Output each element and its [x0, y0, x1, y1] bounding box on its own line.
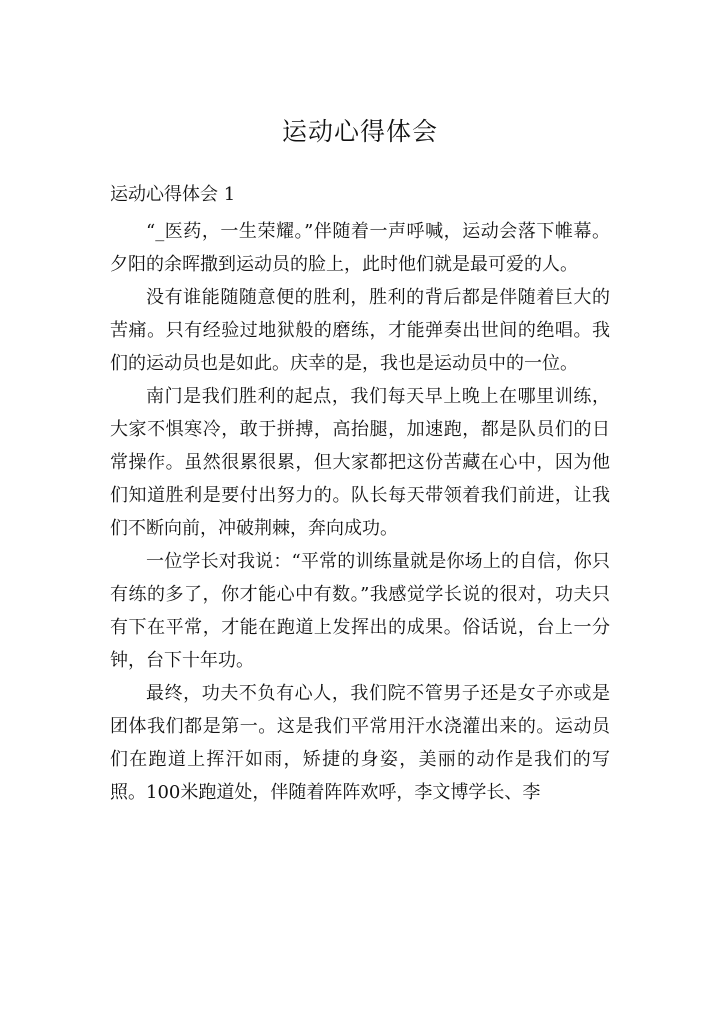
- paragraph: 没有谁能随随意便的胜利，胜利的背后都是伴随着巨大的苦痛。只有经验过地狱般的磨练，才能弹奏出世间的绝唱。我们的运动员也是如此。庆幸的是，我也是运动员中的一位。: [110, 287, 610, 374]
- document-body: [110, 215, 610, 809]
- paragraph: 南门是我们胜利的起点，我们每天早上晚上在哪里训练，大家不惧寒冷，敢于拼搏，高抬腿，加速跑，都是队员们的日常操作。虽然很累很累，但大家都把这份苦藏在心中，因为他们知道胜利是要付出努力的。队长每天带领着我们前进，让我们不断向前，冲破荆棘，奔向成功。: [110, 386, 610, 539]
- paragraph: 一位学长对我说：“平常的训练量就是你场上的自信，你只有练的多了，你才能心中有数。”我感觉学长说的很对，功夫只有下在平常，才能在跑道上发挥出的成果。俗话说，台上一分钟，台下十年功。: [110, 551, 610, 671]
- paragraph: “_医药，一生荣耀。”伴随着一声呼喊，运动会落下帷幕。夕阳的余晖撒到运动员的脸上，此时他们就是最可爱的人。: [110, 221, 610, 275]
- paragraph: 最终，功夫不负有心人，我们院不管男子还是女子亦或是团体我们都是第一。这是我们平常用汗水浇灌出来的。运动员们在跑道上挥汗如雨，矫捷的身姿，美丽的动作是我们的写照。100米跑道处，伴随着阵阵欢呼，李文博学长、李: [110, 683, 610, 803]
- document-title: 运动心得体会: [281, 117, 438, 146]
- section-heading: 运动心得体会 1: [110, 184, 236, 205]
